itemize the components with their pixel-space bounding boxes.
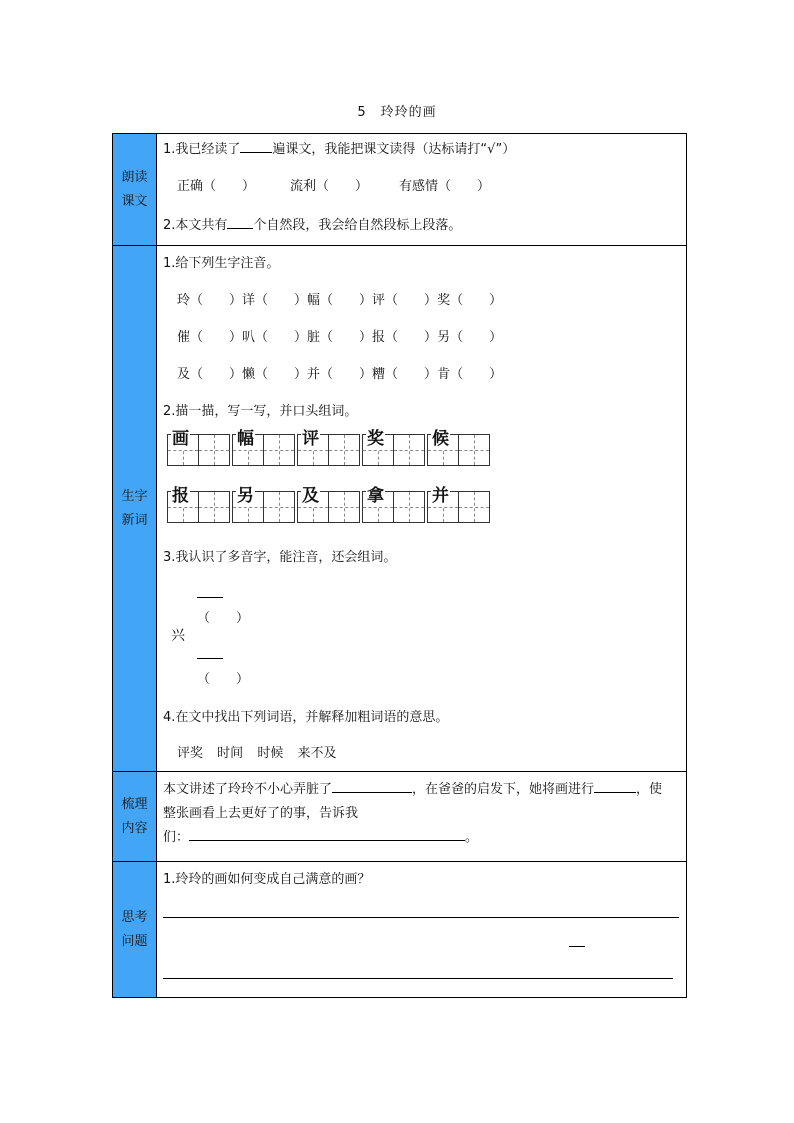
section-label-reading: 朗读 课文 [113, 134, 157, 246]
write-cell[interactable] [263, 434, 295, 466]
trace-cell[interactable]: 奖 [362, 434, 394, 466]
characters-content [157, 246, 687, 772]
reading-option-correct[interactable]: 正确（ ） [177, 179, 256, 194]
write-cell[interactable] [458, 434, 490, 466]
section-label-thinking: 思考 问题 [113, 862, 157, 998]
pinyin-item[interactable]: 懒（ ） [242, 367, 308, 382]
poly-paren-1[interactable]: （ ） [197, 611, 250, 626]
word-item: 时候 [257, 746, 284, 761]
write-cell[interactable] [263, 491, 295, 523]
pinyin-item[interactable]: 幅（ ） [307, 293, 373, 308]
pinyin-item[interactable]: 叭（ ） [242, 330, 308, 345]
pinyin-item[interactable]: 及（ ） [177, 367, 243, 382]
pinyin-row-2 [177, 326, 502, 345]
trace-cell[interactable]: 幅 [232, 434, 264, 466]
pinyin-item[interactable]: 催（ ） [177, 330, 243, 345]
read-count-blank[interactable] [240, 140, 272, 153]
reading-option-fluent[interactable]: 流利（ ） [290, 179, 369, 194]
word-item: 评奖 [177, 746, 204, 761]
write-cell[interactable] [393, 491, 425, 523]
trace-cell[interactable]: 画 [167, 434, 199, 466]
reading-question-1: 1.我已经读了 遍课文，我能把课文读得（达标请打“√”） [163, 142, 516, 157]
reading-question-2: 2.本文共有 个自然段，我会给自然段标上段落。 [163, 218, 462, 233]
reading-content [157, 134, 687, 246]
characters-question-4: 4.在文中找出下列词语，并解释加粗词语的意思。 [163, 710, 449, 725]
word-item: 来不及 [297, 746, 337, 761]
summary-line-3: 们： 。 [163, 830, 479, 845]
pinyin-item[interactable]: 脏（ ） [307, 330, 373, 345]
reading-option-emotion[interactable]: 有感情（ ） [399, 179, 491, 194]
summary-blank-3[interactable] [189, 828, 465, 841]
pinyin-item[interactable]: 玲（ ） [177, 293, 243, 308]
pinyin-item[interactable]: 肯（ ） [437, 367, 503, 382]
pinyin-item[interactable]: 另（ ） [437, 330, 503, 345]
characters-question-1: 1.给下列生字注音。 [163, 256, 280, 271]
characters-question-2: 2.描一描，写一写，并口头组词。 [163, 404, 358, 419]
trace-cell[interactable]: 报 [167, 491, 199, 523]
pinyin-row-3 [177, 363, 502, 382]
trace-cell[interactable]: 另 [232, 491, 264, 523]
trace-cell[interactable]: 及 [297, 491, 329, 523]
pinyin-item[interactable]: 详（ ） [242, 293, 308, 308]
write-cell[interactable] [198, 491, 230, 523]
trace-grid-row-2 [167, 486, 489, 523]
trace-cell[interactable]: 拿 [362, 491, 394, 523]
section-label-characters: 生字 新词 [113, 246, 157, 772]
polyphonic-char: 兴 [171, 628, 185, 644]
answer-line-2[interactable] [163, 978, 673, 979]
worksheet-table [112, 133, 687, 998]
write-cell[interactable] [198, 434, 230, 466]
paragraph-count-blank[interactable] [227, 216, 253, 229]
summary-line-1: 本文讲述了玲玲不小心弄脏了 ，在爸爸的启发下，她将画进行 ，使 [163, 782, 663, 797]
pinyin-item[interactable]: 评（ ） [372, 293, 438, 308]
section-label-summary: 梳理 内容 [113, 772, 157, 862]
pinyin-item[interactable]: 糟（ ） [372, 367, 438, 382]
pinyin-item[interactable]: 奖（ ） [437, 293, 503, 308]
pinyin-item[interactable]: 报（ ） [372, 330, 438, 345]
trace-cell[interactable]: 候 [427, 434, 459, 466]
pinyin-item[interactable]: 并（ ） [307, 367, 373, 382]
poly-paren-2[interactable]: （ ） [197, 672, 250, 687]
page-title: 5 玲玲的画 [357, 105, 437, 120]
write-cell[interactable] [328, 491, 360, 523]
summary-blank-2[interactable] [594, 780, 636, 793]
answer-mark [569, 946, 585, 947]
thinking-question-1: 1.玲玲的画如何变成自己满意的画？ [163, 872, 371, 887]
trace-grid-row-1 [167, 429, 489, 466]
thinking-content [157, 862, 687, 998]
summary-line-2: 整张画看上去更好了的事，告诉我 [163, 806, 359, 821]
word-list [177, 742, 336, 761]
pinyin-row-1 [177, 289, 502, 308]
trace-cell[interactable]: 评 [297, 434, 329, 466]
write-cell[interactable] [393, 434, 425, 466]
summary-content [157, 772, 687, 862]
answer-line-1[interactable] [163, 917, 679, 918]
pinyin-blank-1[interactable] [197, 597, 223, 598]
trace-cell[interactable]: 并 [427, 491, 459, 523]
summary-blank-1[interactable] [332, 780, 412, 793]
word-item: 时间 [217, 746, 244, 761]
pinyin-blank-2[interactable] [197, 658, 223, 659]
write-cell[interactable] [458, 491, 490, 523]
characters-question-3: 3.我认识了多音字，能注音，还会组词。 [163, 550, 397, 565]
write-cell[interactable] [328, 434, 360, 466]
